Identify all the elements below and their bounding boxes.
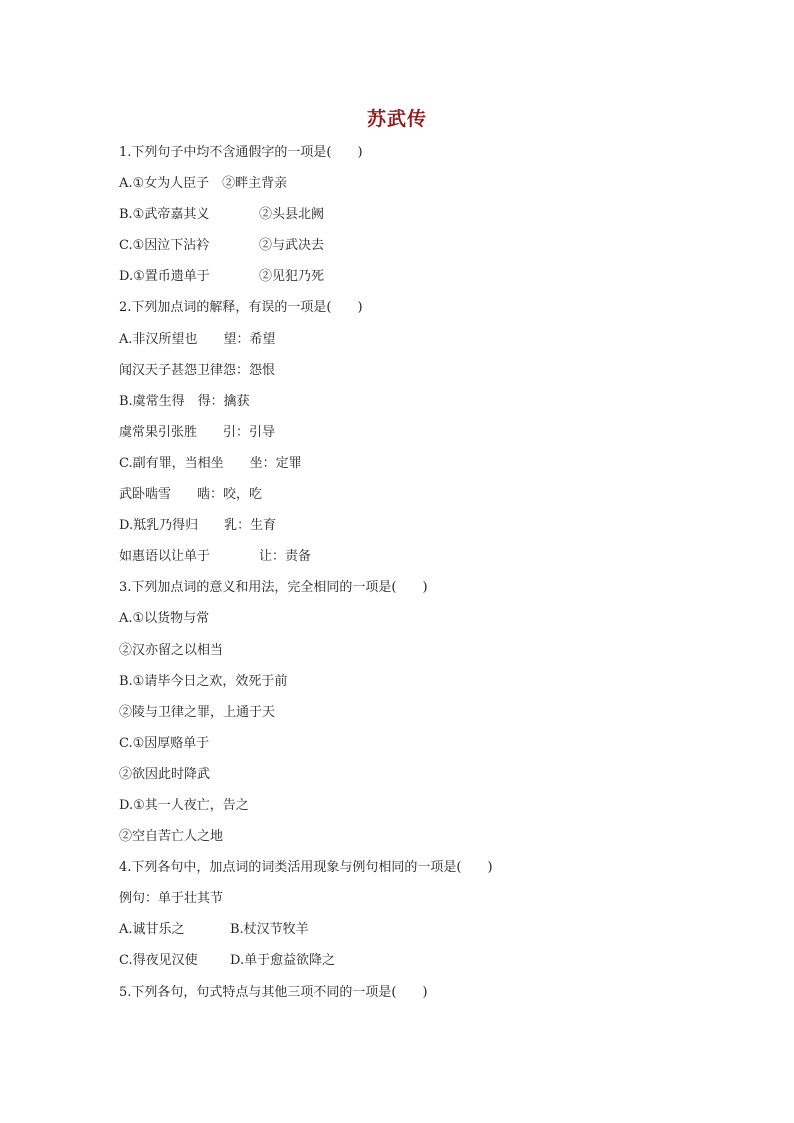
question-3-option-a-1: A.①以货物与常 — [119, 611, 210, 627]
question-2-option-d-1: D.羝乳乃得归 乳：生育 — [119, 518, 277, 534]
question-2-option-a-2: 闻汉天子甚怨卫律怨：怨恨 — [119, 362, 276, 378]
question-3-stem: 3.下列加点词的意义和用法，完全相同的一项是( ) — [119, 580, 428, 596]
question-4-example: 例句：单于壮其节 — [119, 891, 224, 907]
question-3-option-c-1: C.①因厚赂单于 — [119, 735, 210, 751]
question-4-stem: 4.下列各句中，加点词的词类活用现象与例句相同的一项是( ) — [119, 860, 493, 876]
question-3-option-b-2: ②陵与卫律之罪，上通于天 — [119, 704, 276, 720]
question-4-options-ab: A.诚甘乐之 B.杖汉节牧羊 — [119, 922, 309, 938]
question-1-option-b: B.①武帝嘉其义 ②头县北阙 — [119, 207, 325, 223]
question-2-option-c-2: 武卧啮雪 啮：咬，吃 — [119, 487, 263, 503]
question-1-option-a: A.①女为人臣子 ②畔主背亲 — [119, 176, 288, 192]
page-title: 苏武传 — [366, 108, 427, 130]
question-5-stem: 5.下列各句，句式特点与其他三项不同的一项是( ) — [119, 984, 428, 1000]
question-2-stem: 2.下列加点词的解释，有误的一项是( ) — [119, 300, 363, 316]
question-4-options-cd: C.得夜见汉使 D.单于愈益欲降之 — [119, 953, 336, 969]
question-1-option-c: C.①因泣下沾衿 ②与武决去 — [119, 238, 325, 254]
question-1-stem: 1.下列句子中均不含通假字的一项是( ) — [119, 145, 363, 160]
question-3-option-c-2: ②欲因此时降武 — [119, 766, 211, 782]
question-2-option-c-1: C.副有罪，当相坐 坐：定罪 — [119, 455, 302, 471]
question-1-option-d: D.①置币遗单于 ②见犯乃死 — [119, 269, 325, 285]
question-3-option-b-1: B.①请毕今日之欢，效死于前 — [119, 673, 288, 689]
question-2-option-b-2: 虞常果引张胜 引：引导 — [119, 424, 276, 440]
question-content — [119, 142, 719, 1013]
question-3-option-a-2: ②汉亦留之以相当 — [119, 642, 224, 658]
question-2-option-d-2: 如惠语以让单于 让：责备 — [119, 549, 312, 565]
question-2-option-a-1: A.非汉所望也 望：希望 — [119, 331, 276, 347]
question-2-option-b-1: B.虞常生得 得：擒获 — [119, 393, 250, 409]
question-3-option-d-1: D.①其一人夜亡，告之 — [119, 797, 249, 813]
question-3-option-d-2: ②空自苦亡人之地 — [119, 829, 224, 845]
